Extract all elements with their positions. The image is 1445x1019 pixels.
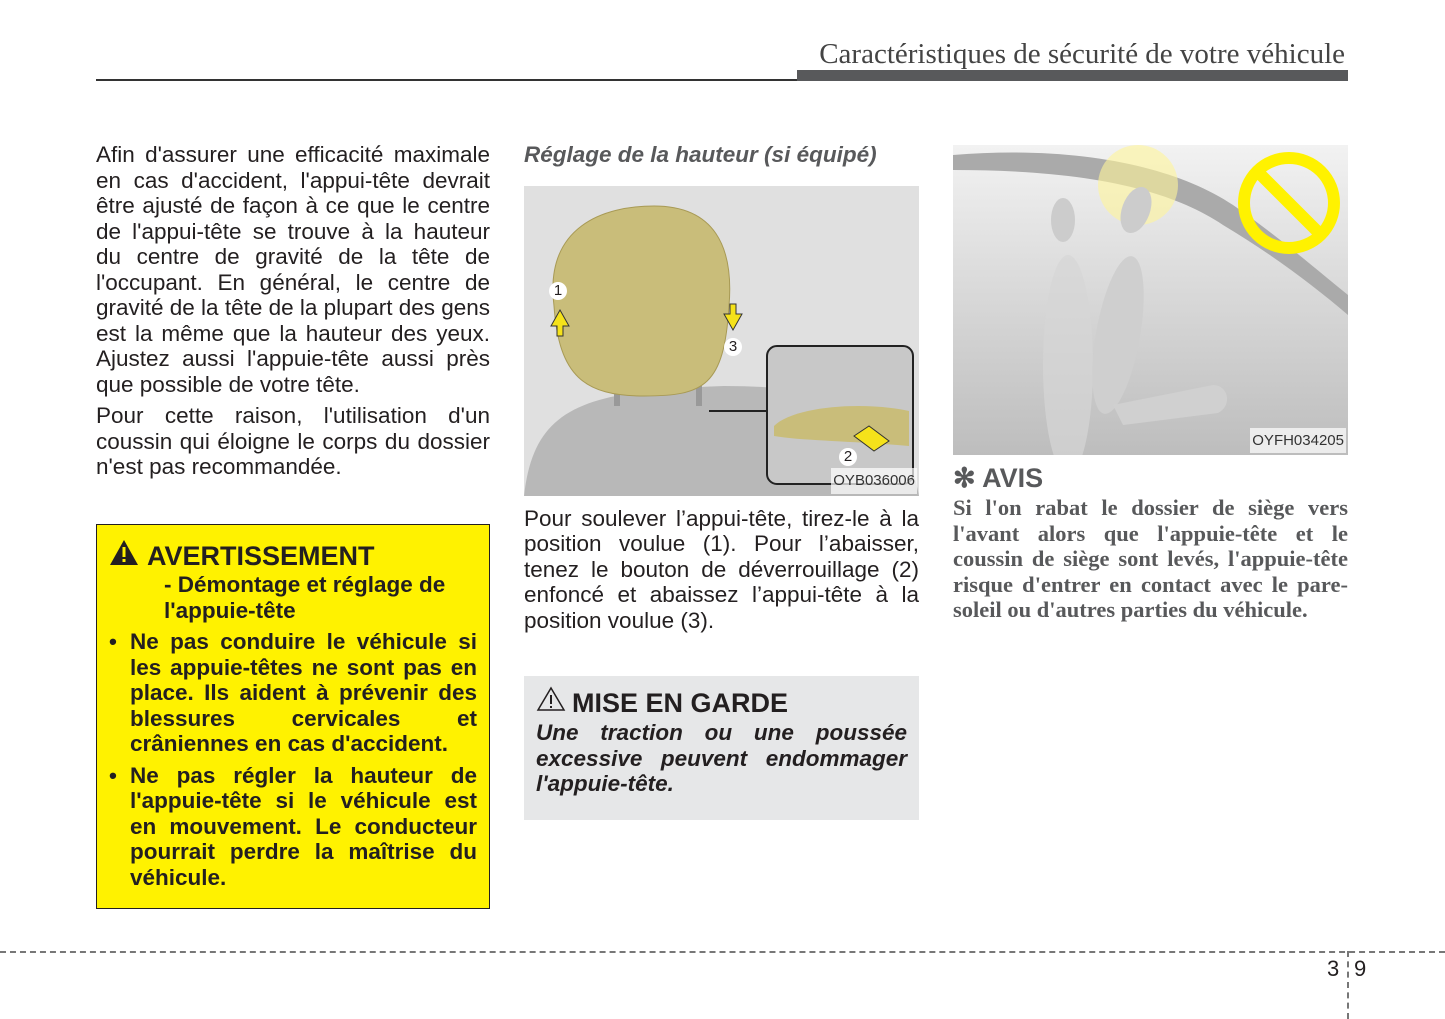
page-header-title: Caractéristiques de sécurité de votre véhicule [819, 38, 1345, 70]
notice-text: Si l'on rabat le dossier de siège vers l'avant alors que l'appuie-tête et le coussin de siège sont levés, l'appuie-tête risque d'entrer en contact avec le pare-soleil ou d'autres parties du véhicule. [953, 495, 1348, 622]
callout-3: 3 [724, 338, 742, 356]
chapter-number: 3 [1327, 956, 1340, 981]
intro-paragraph: Pour cette raison, l'utilisation d'un coussin qui éloigne le corps du dossier n'est pas recommandée. [96, 403, 490, 479]
headrest-illustration [524, 186, 919, 496]
caution-title: MISE EN GARDE [572, 688, 789, 718]
warning-triangle-icon [109, 539, 139, 572]
header-bar [797, 70, 1348, 81]
figure-code: OYB036006 [831, 468, 917, 494]
notice-title: ✻ AVIS [953, 463, 1044, 493]
adjustment-instructions: Pour soulever l’appui-tête, tirez-le à la position voulue (1). Pour l’abaisser, tenez le bouton de déverrouillage (2) enfoncé et abaissez l’appui-tête à la position voulue (3). [524, 505, 919, 633]
intro-column [96, 142, 490, 486]
caution-triangle-icon [536, 686, 566, 720]
footer-vertical-divider [1347, 951, 1349, 1019]
callout-1: 1 [549, 282, 567, 300]
warning-title: AVERTISSEMENT [147, 540, 375, 571]
headrest-drawing [524, 186, 919, 496]
caution-text: Une traction ou une poussée excessive peuvent endommager l'appuie-tête. [536, 720, 907, 796]
header-rule [96, 79, 798, 81]
warning-item: • Ne pas conduire le véhicule si les appuie-têtes ne sont pas en place. Ils aident à prévenir des blessures cervicales et crâniennes en cas d'accident. [109, 629, 477, 757]
figure-code: OYFH034205 [1250, 428, 1346, 454]
callout-2: 2 [839, 448, 857, 466]
caution-box [524, 676, 919, 820]
footer-divider [0, 951, 1445, 953]
section-subheading: Réglage de la hauteur (si équipé) [524, 142, 877, 167]
notice-column [953, 145, 1348, 623]
warning-item: • Ne pas régler la hauteur de l'appuie-tête si le véhicule est en mouvement. Le conducteur pourrait perdre la maîtrise du véhicule. [109, 763, 477, 891]
page-number: 9 [1354, 956, 1367, 981]
adjustment-column [524, 142, 919, 633]
warning-subtitle: - Démontage et réglage de l'appuie-tête [164, 572, 446, 623]
warning-box [96, 524, 490, 909]
seat-drawing [953, 145, 1348, 455]
intro-paragraph: Afin d'assurer une efficacité maximale en cas d'accident, l'appui-tête devrait être ajusté de façon à ce que le centre de l'appui-tête se trouve à la hauteur du centre de gravité de la tête de l'occupant. En général, le centre de gravité de la tête de la plupart des gens est la même que la hauteur des yeux. Ajustez aussi l'appuie-tête aussi près que possible de votre tête. [96, 142, 491, 397]
seat-folding-illustration [953, 145, 1348, 455]
